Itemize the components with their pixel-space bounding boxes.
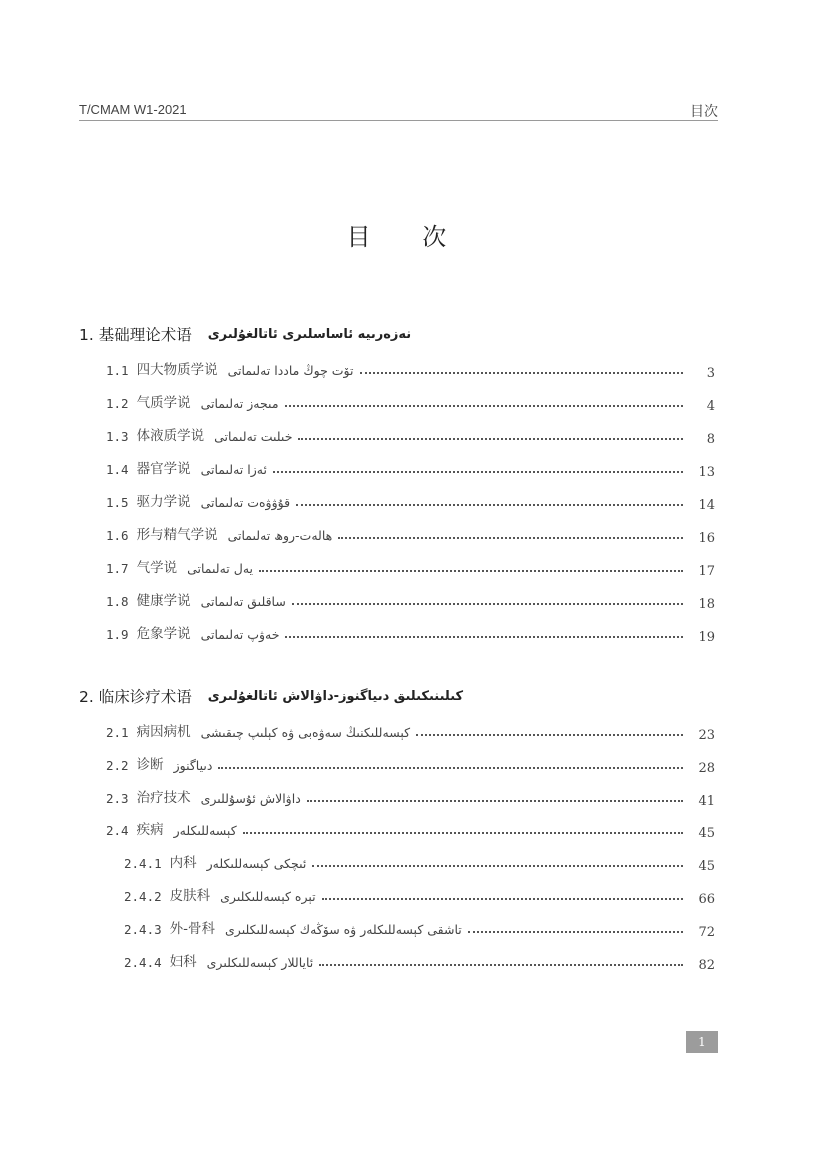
toc-entry-1-7[interactable] bbox=[106, 556, 715, 579]
entry-page: 28 bbox=[698, 761, 715, 776]
entry-number: 2.4.4 bbox=[124, 955, 162, 970]
entry-page: 14 bbox=[698, 498, 715, 513]
entry-number: 2.3 bbox=[106, 791, 129, 806]
entry-page: 82 bbox=[698, 958, 715, 973]
toc-entry-2-2[interactable] bbox=[106, 753, 715, 776]
toc-entry-1-2[interactable] bbox=[106, 391, 715, 414]
entry-page: 66 bbox=[698, 892, 715, 907]
entry-title-zh: 体液质学说 bbox=[136, 428, 205, 444]
entry-title-zh: 四大物质学说 bbox=[136, 362, 218, 378]
entry-title-ug: تاشقى كېسەللىكلەر ۋە سۆڭەك كېسەللىكلىرى bbox=[225, 922, 462, 937]
entry-number: 1.7 bbox=[106, 561, 129, 576]
entry-title-ug: ئەزا تەلىماتى bbox=[200, 462, 267, 477]
entry-title-ug: يەل تەلىماتى bbox=[187, 561, 254, 576]
entry-title-ug: ھالەت-روھ تەلىماتى bbox=[227, 528, 333, 543]
toc-entry-1-8[interactable] bbox=[106, 589, 715, 612]
entry-title-zh: 诊断 bbox=[136, 757, 164, 773]
dot-leader bbox=[285, 405, 683, 407]
entry-page: 8 bbox=[706, 432, 715, 447]
dot-leader bbox=[319, 964, 683, 966]
entry-page: 4 bbox=[706, 399, 715, 414]
entry-title-ug: تېرە كېسەللىكلىرى bbox=[220, 889, 316, 904]
header-section-label: 目次 bbox=[690, 104, 718, 120]
dot-leader bbox=[243, 832, 683, 834]
entry-title-zh: 治疗技术 bbox=[136, 790, 191, 806]
entry-page: 41 bbox=[698, 794, 715, 809]
dot-leader bbox=[416, 734, 683, 736]
toc-entry-1-4[interactable] bbox=[106, 457, 715, 480]
entry-title-ug: كېسەللىكنىڭ سەۋەبى ۋە كېلىپ چىقىشى bbox=[200, 725, 411, 740]
entry-title-zh: 气质学说 bbox=[136, 395, 191, 411]
toc-entry-2-4[interactable] bbox=[106, 818, 715, 841]
dot-leader bbox=[360, 372, 684, 374]
dot-leader bbox=[338, 537, 683, 539]
section-heading-ug: نەزەرىيە ئاساسلىرى ئاتالغۇلىرى bbox=[207, 326, 412, 342]
section-heading-1[interactable] bbox=[79, 323, 411, 345]
entry-title-zh: 危象学说 bbox=[136, 626, 191, 642]
entry-number: 1.3 bbox=[106, 429, 129, 444]
entry-number: 1.5 bbox=[106, 495, 129, 510]
toc-entry-1-5[interactable] bbox=[106, 490, 715, 513]
dot-leader bbox=[292, 603, 683, 605]
dot-leader bbox=[298, 438, 683, 440]
entry-title-zh: 病因病机 bbox=[136, 724, 191, 740]
toc-entry-1-9[interactable] bbox=[106, 622, 715, 645]
entry-number: 1.1 bbox=[106, 363, 129, 378]
dot-leader bbox=[296, 504, 683, 506]
entry-title-zh: 驱力学说 bbox=[136, 494, 191, 510]
entry-number: 2.4.1 bbox=[124, 856, 162, 871]
entry-page: 19 bbox=[698, 630, 715, 645]
entry-title-ug: قۇۋۋەت تەلىماتى bbox=[200, 495, 291, 510]
entry-number: 1.9 bbox=[106, 627, 129, 642]
entry-number: 2.4.3 bbox=[124, 922, 162, 937]
page-header bbox=[79, 100, 718, 121]
entry-title-zh: 疾病 bbox=[136, 822, 164, 838]
entry-number: 2.2 bbox=[106, 758, 129, 773]
section-heading-zh: 1. 基础理论术语 bbox=[79, 326, 192, 344]
entry-title-ug: تۆت چوڭ ماددا تەلىماتى bbox=[227, 363, 354, 378]
entry-number: 2.1 bbox=[106, 725, 129, 740]
entry-number: 1.8 bbox=[106, 594, 129, 609]
entry-page: 13 bbox=[698, 465, 715, 480]
entry-title-ug: ئاياللار كېسەللىكلىرى bbox=[206, 955, 314, 970]
entry-page: 3 bbox=[706, 366, 715, 381]
dot-leader bbox=[273, 471, 683, 473]
toc-entry-1-1[interactable] bbox=[106, 358, 715, 381]
entry-number: 1.4 bbox=[106, 462, 129, 477]
section-heading-ug: كىلىنىكىلىق دىياگنوز-داۋالاش ئاتالغۇلىرى bbox=[207, 688, 464, 704]
toc-entry-2-4-2[interactable] bbox=[124, 884, 715, 907]
toc-entry-2-4-4[interactable] bbox=[124, 950, 715, 973]
toc-entry-2-4-3[interactable] bbox=[124, 917, 715, 940]
entry-title-zh: 形与精气学说 bbox=[136, 527, 218, 543]
entry-number: 1.6 bbox=[106, 528, 129, 543]
entry-number: 2.4 bbox=[106, 823, 129, 838]
entry-title-ug: دىياگنوز bbox=[173, 758, 213, 773]
entry-title-zh: 皮肤科 bbox=[169, 888, 211, 904]
entry-page: 45 bbox=[698, 826, 715, 841]
entry-title-ug: خىلىت تەلىماتى bbox=[214, 429, 293, 444]
entry-title-zh: 外-骨科 bbox=[169, 921, 216, 937]
toc-entry-2-4-1[interactable] bbox=[124, 851, 715, 874]
toc-title: 目 次 bbox=[346, 223, 469, 251]
entry-title-zh: 器官学说 bbox=[136, 461, 191, 477]
page-number: 1 bbox=[686, 1031, 718, 1053]
dot-leader bbox=[307, 800, 683, 802]
entry-number: 2.4.2 bbox=[124, 889, 162, 904]
entry-title-ug: ئىچكى كېسەللىكلەر bbox=[206, 856, 307, 871]
toc-entry-2-3[interactable] bbox=[106, 786, 715, 809]
dot-leader bbox=[259, 570, 683, 572]
toc-entry-1-3[interactable] bbox=[106, 424, 715, 447]
entry-title-zh: 气学说 bbox=[136, 560, 178, 576]
dot-leader bbox=[312, 865, 683, 867]
entry-number: 1.2 bbox=[106, 396, 129, 411]
entry-title-ug: داۋالاش ئۇسۇللىرى bbox=[200, 791, 301, 806]
entry-page: 45 bbox=[698, 859, 715, 874]
section-heading-2[interactable] bbox=[79, 685, 463, 707]
section-heading-zh: 2. 临床诊疗术语 bbox=[79, 688, 192, 706]
dot-leader bbox=[322, 898, 683, 900]
entry-page: 23 bbox=[698, 728, 715, 743]
entry-title-zh: 妇科 bbox=[169, 954, 197, 970]
entry-title-ug: خەۋپ تەلىماتى bbox=[200, 627, 280, 642]
entry-title-ug: ساقلىق تەلىماتى bbox=[200, 594, 286, 609]
toc-entry-1-6[interactable] bbox=[106, 523, 715, 546]
entry-title-ug: مىجەز تەلىماتى bbox=[200, 396, 279, 411]
dot-leader bbox=[468, 931, 683, 933]
entry-page: 17 bbox=[698, 564, 715, 579]
entry-title-zh: 内科 bbox=[169, 855, 197, 871]
entry-page: 18 bbox=[698, 597, 715, 612]
toc-entry-2-1[interactable] bbox=[106, 720, 715, 743]
entry-title-zh: 健康学说 bbox=[136, 593, 191, 609]
dot-leader bbox=[218, 767, 683, 769]
standard-code: T/CMAM W1-2021 bbox=[79, 102, 187, 117]
entry-page: 16 bbox=[698, 531, 715, 546]
entry-title-ug: كېسەللىكلەر bbox=[173, 823, 237, 838]
entry-page: 72 bbox=[698, 925, 715, 940]
dot-leader bbox=[285, 636, 683, 638]
